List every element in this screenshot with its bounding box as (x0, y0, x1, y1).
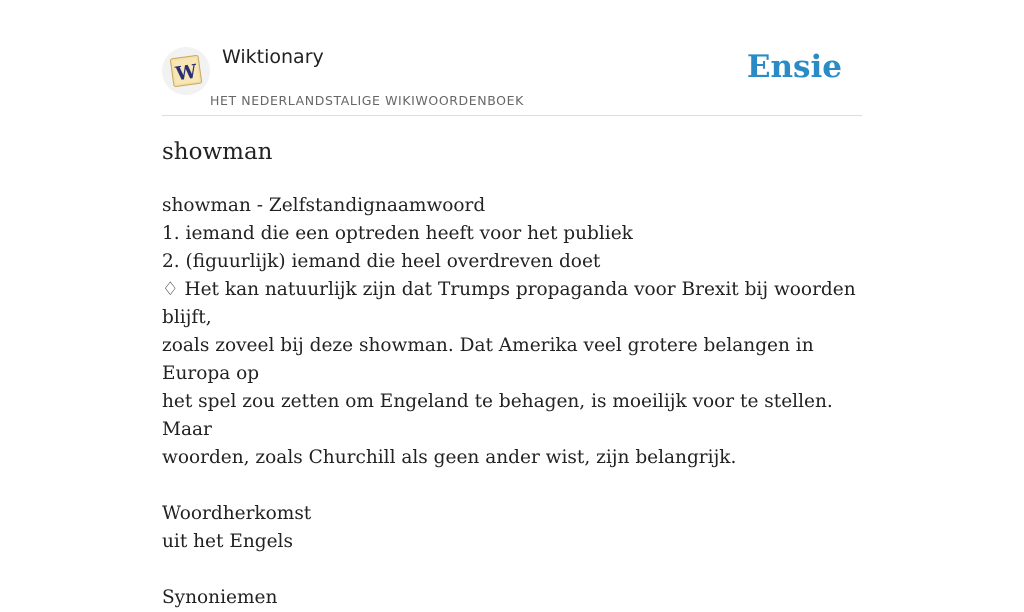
example-line-4: woorden, zoals Churchill als geen ander wist, zijn belangrijk. (162, 447, 737, 468)
etymology-text: uit het Engels (162, 531, 293, 552)
example-line-1: ♢ Het kan natuurlijk zijn dat Trumps propaganda voor Brexit bij woorden blijft, (162, 279, 856, 328)
word-class-line: showman - Zelfstandignaamwoord (162, 195, 486, 216)
entry-title: showman (162, 139, 273, 165)
spacer (162, 472, 862, 500)
page (162, 0, 862, 608)
etymology-heading: Woordherkomst (162, 503, 312, 524)
definition-2: 2. (figuurlijk) iemand die heel overdreven doet (162, 251, 601, 272)
definition-1: 1. iemand die een optreden heeft voor het publiek (162, 223, 633, 244)
example-line-2: zoals zoveel bij deze showman. Dat Amerika veel grotere belangen in Europa op (162, 335, 814, 384)
ensie-brand-link[interactable]: Ensie (746, 49, 842, 85)
site-tagline: HET NEDERLANDSTALIGE WIKIWOORDENBOEK (210, 93, 524, 108)
wiktionary-logo[interactable] (162, 47, 210, 95)
entry-content (162, 192, 862, 612)
wiktionary-logo-icon (166, 51, 206, 91)
site-name[interactable]: Wiktionary (222, 46, 324, 68)
example-line-3: het spel zou zetten om Engeland te behagen, is moeilijk voor te stellen. Maar (162, 391, 833, 440)
synonyms-heading: Synoniemen (162, 587, 278, 608)
spacer (162, 556, 862, 584)
svg-text:W: W (174, 60, 199, 86)
site-header (162, 0, 862, 116)
